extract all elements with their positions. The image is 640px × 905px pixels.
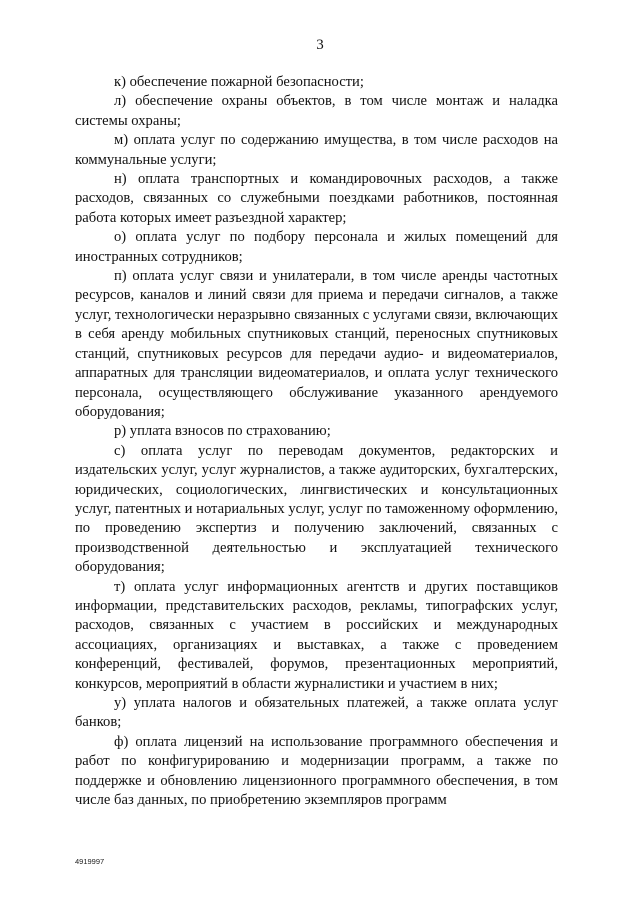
list-item-p: п) оплата услуг связи и унилатерали, в том числе аренды частотных ресурсов, каналов и линий связи для приема и передачи сигналов, а также услуг, технологически неразрывно связанных с услугами связи, включающих в себя аренду мобильных спутниковых станций, переносных спутниковых станций, спутниковых ресурсов для передачи аудио- и видеоматериалов, аппаратных для трансляции видеоматериалов, и оплата услуг технического персонала, осуществляющего обслуживание указанного арендуемого оборудования; bbox=[75, 268, 558, 420]
list-item-r: р) уплата взносов по страхованию; bbox=[114, 423, 331, 440]
list-item-m: м) оплата услуг по содержанию имущества, в том числе расходов на коммунальные услуги; bbox=[75, 132, 558, 168]
list-item-s: с) оплата услуг по переводам документов, редакторских и издательских услуг, услуг журналистов, а также аудиторских, бухгалтерских, юридических, социологических, лингвистических и консультационных услуг, патентных и нотариальных услуг, услуг по таможенному оформлению, по проведению экспертиз и получению заключений, связанных с производственной деятельностью и эксплуатацией технического оборудования; bbox=[75, 442, 558, 576]
list-item-o: о) оплата услуг по подбору персонала и жилых помещений для иностранных сотрудников; bbox=[75, 229, 558, 265]
list-item-l: л) обеспечение охраны объектов, в том числе монтаж и наладка системы охраны; bbox=[75, 93, 558, 129]
list-item-t: т) оплата услуг информационных агентств и других поставщиков информации, представительских расходов, рекламы, типографских услуг, расходов, связанных с участием в российских и международных ассоциациях, организациях и выставках, а также с проведением конференций, фестивалей, форумов, презентационных мероприятий, конкурсов, мероприятий в области журналистики и участием в них; bbox=[75, 578, 558, 692]
list-item-f: ф) оплата лицензий на использование программного обеспечения и работ по конфигурированию и модернизации программ, а также по поддержке и обновлению лицензионного программного обеспечения, в том числе баз данных, по приобретению экземпляров программ bbox=[75, 733, 558, 809]
list-item-n: н) оплата транспортных и командировочных расходов, а также расходов, связанных со служебными поездками работников, постоянная работа которых имеет разъездной характер; bbox=[75, 171, 558, 226]
document-body bbox=[75, 73, 558, 810]
list-item-u: у) уплата налогов и обязательных платежей, а также оплата услуг банков; bbox=[75, 695, 558, 731]
page-number: 3 bbox=[316, 37, 324, 53]
document-id: 4919997 bbox=[75, 857, 105, 866]
list-item-k: к) обеспечение пожарной безопасности; bbox=[114, 74, 364, 90]
